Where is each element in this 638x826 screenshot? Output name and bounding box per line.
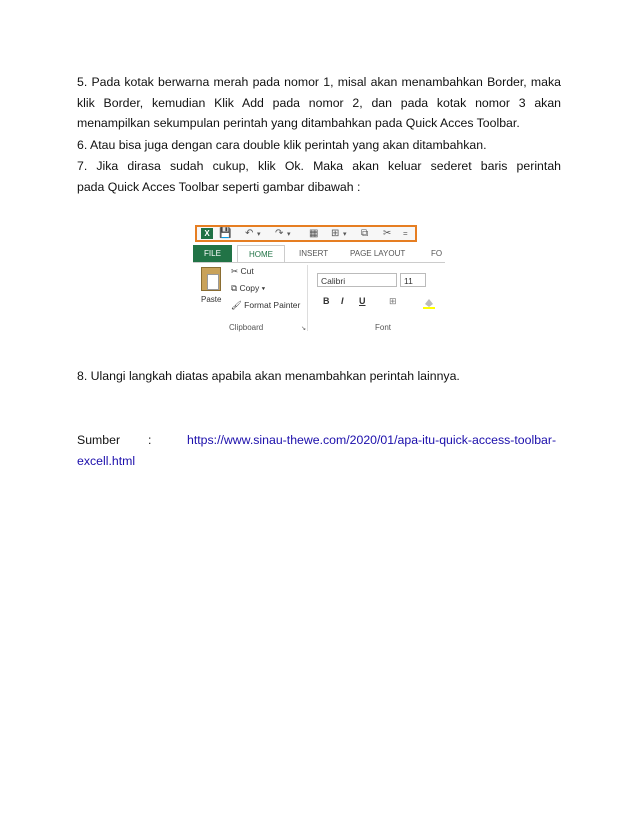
customize-qat-icon[interactable]: = [403,229,408,238]
paste-icon[interactable] [201,267,221,291]
underline-button[interactable]: U [359,296,366,306]
clipboard-launcher-icon[interactable]: ↘ [301,326,307,332]
step-6-line: 6. Atau bisa juga dengan cara double klik perintah yang akan ditambahkan. [77,138,487,152]
step-5-line-2: klik Border, kemudian Klik Add pada nomor 2, dan pada kotak nomor 3 akan [77,95,561,110]
cut-icon[interactable]: ✂ [383,228,392,239]
quick-access-toolbar [195,225,417,242]
cut-label: Cut [240,266,254,276]
redo-icon[interactable]: ↷ [275,228,284,239]
step-7-paragraph [77,156,561,197]
step-8-paragraph [77,366,561,387]
print-preview-icon[interactable]: ▦ [309,228,319,239]
excel-ribbon-image [193,222,445,338]
format-painter-label: Format Painter [244,300,301,310]
font-size-select[interactable]: 11 [400,273,426,287]
source-link-line-2[interactable]: excell.html [77,453,136,468]
fill-color-icon[interactable] [423,297,435,309]
format-painter-button[interactable]: 🖌 Format Painter [231,300,301,310]
ribbon-body [193,262,445,338]
tab-home[interactable]: HOME [237,245,285,262]
step-7-line-2: pada Quick Acces Toolbar seperti gambar dibawah : [77,179,361,194]
clipboard-group-label: Clipboard [229,323,264,332]
source-link-line-1[interactable]: https://www.sinau-thewe.com/2020/01/apa-itu-quick-access-toolbar- [187,433,557,447]
copy-icon[interactable]: ⧉ [361,228,369,239]
undo-dropdown-icon[interactable]: ▾ [257,231,261,238]
step-5-line-1: 5. Pada kotak berwarna merah pada nomor 1, misal akan menambahkan Border, maka [77,75,561,89]
undo-icon[interactable]: ↶ [245,228,254,239]
step-6-paragraph [77,135,561,156]
redo-dropdown-icon[interactable]: ▾ [287,231,291,238]
copy-button[interactable]: ⧉ Copy ▾ [231,283,266,293]
source-colon: : [148,433,152,447]
tab-formulas[interactable]: FO [431,249,443,258]
copy-label: Copy ▾ [239,283,266,293]
tab-page-layout[interactable]: PAGE LAYOUT [350,249,406,258]
italic-button[interactable]: I [341,296,344,306]
save-icon[interactable]: 💾 [219,228,232,239]
step-5-paragraph [77,72,561,134]
step-7-line-1: 7. Jika dirasa sudah cukup, klik Ok. Maka akan keluar sederet baris perintah [77,159,561,173]
ribbon-tabs [193,245,445,262]
group-separator [307,265,308,331]
font-group-label: Font [375,323,392,332]
source-label: Sumber [77,433,121,447]
step-5-line-3: menampilkan sekumpulan perintah yang ditambahkan pada Quick Acces Toolbar. [77,116,520,130]
step-8-line: 8. Ulangi langkah diatas apabila akan menambahkan perintah lainnya. [77,369,460,383]
cut-button[interactable]: ✂ Cut [231,266,254,276]
tab-file[interactable]: FILE [193,245,232,262]
tab-insert[interactable]: INSERT [299,249,329,258]
borders-icon[interactable]: ⊞ [389,296,397,306]
paste-label[interactable]: Paste [201,295,222,304]
bold-button[interactable]: B [323,296,330,306]
border-icon[interactable]: ⊞ [331,228,340,239]
excel-logo-icon: X [201,228,213,239]
font-name-select[interactable]: Calibri [317,273,397,287]
border-dropdown-icon[interactable]: ▾ [343,231,347,238]
